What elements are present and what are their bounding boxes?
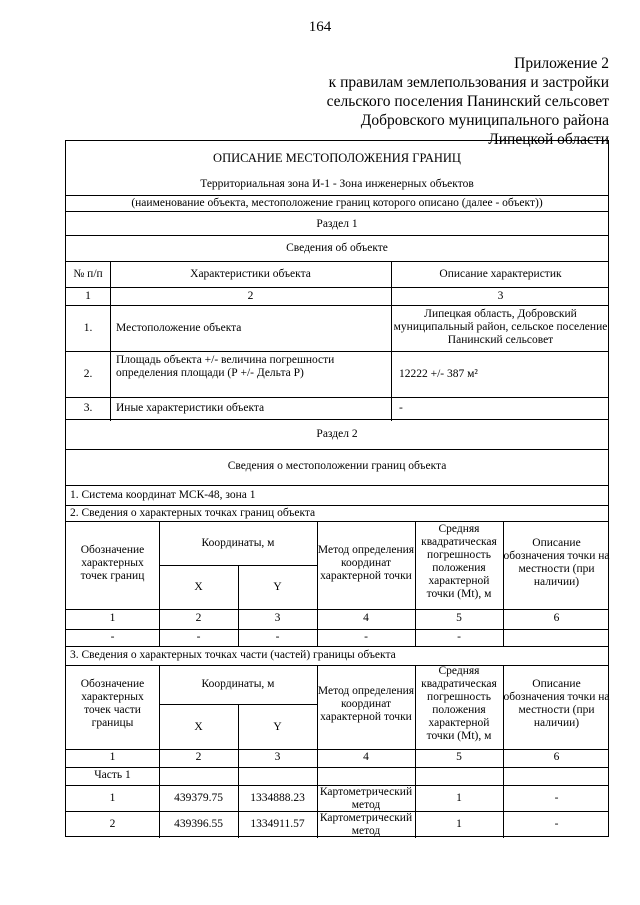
point-number: 1 [109, 792, 116, 804]
col-header-x: X [194, 581, 203, 593]
col-header-error: Средняя квадратическая погрешность положения характерной точки (Mt), м [421, 523, 497, 600]
section-1-heading: Раздел 1 [316, 218, 358, 230]
col-header-y: Y [273, 581, 282, 593]
point-y: 1334911.57 [250, 818, 305, 830]
column-number: 6 [553, 612, 560, 624]
column-number: 1 [109, 612, 116, 624]
characteristic-value: - [399, 402, 403, 414]
column-number: 3 [274, 751, 281, 763]
col-header-point-description: Описание обозначения точки на местности (при наличии) [503, 678, 610, 729]
point-description: - [554, 818, 559, 830]
column-number: 2 [195, 751, 202, 763]
column-number: 5 [456, 751, 462, 763]
col-header-error: Средняя квадратическая погрешность положения характерной точки (Mt), м [421, 665, 497, 742]
column-number: 3 [274, 612, 281, 624]
characteristic-value: Липецкая область, Добровский муниципальный район, сельское поселение Панинский сельсовет [393, 308, 608, 346]
zone-name: Территориальная зона И-1 - Зона инженерных объектов [200, 178, 474, 190]
col-header-point-description: Описание обозначения точки на местности (при наличии) [503, 537, 610, 588]
column-number: 1 [109, 751, 116, 763]
empty-cell: - [275, 631, 280, 643]
characteristic-value: 12222 +/- 387 м² [399, 368, 478, 380]
object-info-heading: Сведения об объекте [286, 242, 388, 254]
col-header-method: Метод определения координат характерной точки [317, 685, 415, 723]
empty-cell: - [196, 631, 201, 643]
point-number: 2 [109, 818, 116, 830]
appendix-line: Липецкой области [488, 131, 609, 148]
col-header-designation: Обозначение характерных точек границ [80, 544, 145, 582]
location-info-heading: Сведения о местоположении границ объекта [227, 460, 447, 472]
row-number: 1. [83, 322, 93, 334]
part-label: Часть 1 [94, 769, 131, 781]
point-x: 439396.55 [174, 818, 223, 830]
col-header-number: № п/п [73, 268, 103, 280]
col-header-y: Y [273, 721, 282, 733]
col-header-description: Описание характеристик [439, 268, 562, 280]
point-method: Картометрический метод [319, 786, 413, 811]
appendix-line: Приложение 2 [514, 55, 609, 72]
row-number: 2. [83, 368, 93, 380]
appendix-line: Добровского муниципального района [360, 112, 609, 129]
col-header-coordinates: Координаты, м [201, 678, 275, 690]
empty-cell: - [110, 631, 115, 643]
boundary-points-heading: 2. Сведения о характерных точках границ объекта [70, 507, 316, 519]
empty-cell: - [457, 631, 461, 643]
point-y: 1334888.23 [250, 792, 305, 804]
point-error: 1 [456, 792, 462, 804]
col-header-coordinates: Координаты, м [201, 537, 275, 549]
col-header-method: Метод определения координат характерной точки [317, 544, 415, 582]
zone-note: (наименование объекта, местоположение границ которого описано (далее - объект)) [131, 197, 543, 209]
column-number: 2 [247, 290, 254, 302]
appendix-line: к правилам землепользования и застройки [328, 74, 609, 91]
column-number: 2 [195, 612, 202, 624]
col-header-characteristic: Характеристики объекта [190, 268, 311, 280]
characteristic-name: Площадь объекта +/- величина погрешности определения площади (Р +/- Дельта Р) [116, 354, 335, 379]
column-number: 4 [363, 612, 369, 624]
point-x: 439379.75 [174, 792, 223, 804]
point-description: - [554, 792, 559, 804]
coordinate-system: 1. Система координат МСК-48, зона 1 [70, 489, 256, 501]
boundary-description-table [65, 140, 609, 837]
column-number: 3 [497, 290, 504, 302]
row-number: 3. [83, 402, 93, 414]
empty-cell: - [364, 631, 368, 643]
boundary-parts-heading: 3. Сведения о характерных точках части (частей) границы объекта [70, 649, 396, 661]
document-title: ОПИСАНИЕ МЕСТОПОЛОЖЕНИЯ ГРАНИЦ [213, 151, 461, 165]
appendix-header [327, 54, 609, 149]
section-2-heading: Раздел 2 [316, 428, 358, 440]
column-number: 6 [553, 751, 560, 763]
page-number: 164 [308, 19, 332, 35]
characteristic-name: Местоположение объекта [116, 322, 242, 334]
point-error: 1 [456, 818, 462, 830]
col-header-designation: Обозначение характерных точек части границы [80, 678, 145, 729]
appendix-line: сельского поселения Панинский сельсовет [326, 93, 609, 110]
col-header-x: X [194, 721, 203, 733]
column-number: 4 [363, 751, 369, 763]
column-number: 5 [456, 612, 462, 624]
column-number: 1 [85, 290, 91, 302]
characteristic-name: Иные характеристики объекта [116, 402, 265, 414]
point-method: Картометрический метод [319, 812, 413, 837]
